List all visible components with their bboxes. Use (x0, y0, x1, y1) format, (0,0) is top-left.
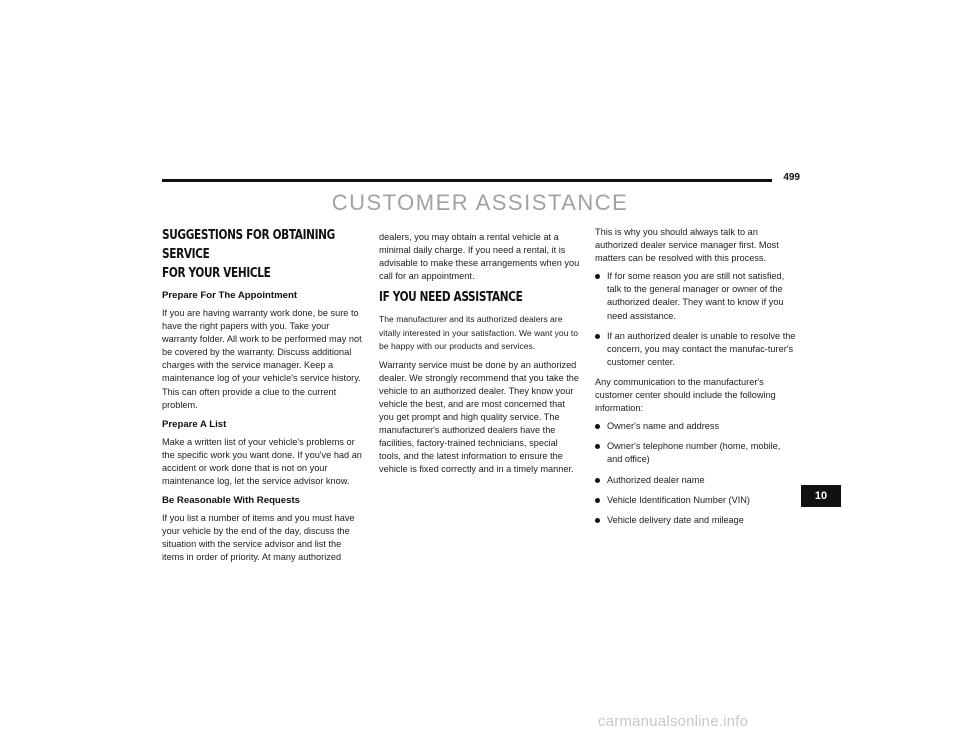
section-heading-service (162, 226, 368, 283)
paragraph-prepare-list: Make a written list of your vehicle's problems or the specific work you want done. If you've had an accident or work done that is not on your maintenance log, let the service advisor know. (162, 436, 362, 487)
list-item: Vehicle delivery date and mileage (595, 514, 797, 527)
bullet-icon (595, 518, 600, 523)
list-item: Authorized dealer name (595, 474, 797, 487)
list-item: Owner's name and address (595, 420, 797, 433)
column-1 (162, 226, 364, 570)
bullet-icon (595, 498, 600, 503)
bullet-icon (595, 274, 600, 279)
paragraph-communication: Any communication to the manufacturer's customer center should include the following information: (595, 376, 776, 414)
section-heading-assistance: IF YOU NEED ASSISTANCE (379, 289, 523, 306)
subheading-reasonable-requests: Be Reasonable With Requests (162, 495, 300, 507)
section-heading-service-line1: SUGGESTIONS FOR OBTAINING SERVICE (162, 227, 335, 262)
bullet-icon (595, 424, 600, 429)
section-heading-service-line2: FOR YOUR VEHICLE (162, 265, 271, 281)
bullet-icon (595, 444, 600, 449)
paragraph-satisfaction: The manufacturer and its authorized dealers are vitally interested in your satisfaction. We want you to be happy with our products and services. (379, 314, 579, 352)
bullet-icon (595, 478, 600, 483)
column-2 (379, 231, 581, 481)
chapter-title: CUSTOMER ASSISTANCE (331, 190, 629, 215)
watermark: carmanualsonline.info (598, 713, 749, 730)
list-item: If for some reason you are still not satisfied, talk to the general manager or owner of the authorized dealer. They want to know if you need assistance. (595, 270, 797, 322)
paragraph-rental: dealers, you may obtain a rental vehicle at a minimal daily charge. If you need a rental, it is advisable to make these arrangements when you call for an appointment. (379, 232, 580, 282)
bullet-icon (595, 334, 600, 339)
paragraph-talk-to-manager: This is why you should always talk to an authorized dealer service manager first. Most matters can be resolved with this process. (595, 227, 779, 264)
list-item: If an authorized dealer is unable to resolve the concern, you may contact the manufac-turer's customer center. (595, 330, 797, 369)
subheading-prepare-appointment: Prepare For The Appointment (162, 290, 298, 301)
paragraph-warranty-service: Warranty service must be done by an authorized dealer. We strongly recommend that you take the vehicle to an authorized dealer. They know your vehicle the best, and are most concerned that you get prompt and high quality service. The manufacturer's authorized dealers have the facilities, factory-trained technicians, special tools, and the latest information to ensure the vehicle is fixed correctly and in a timely manner. (379, 359, 580, 475)
paragraph-reasonable-requests: If you list a number of items and you must have your vehicle by the end of the day, discuss the situation with the service advisor and list the items in order of priority. At many authorized (162, 513, 355, 563)
header-rule (162, 179, 772, 182)
information-list (595, 420, 797, 527)
paragraph-prepare-appointment: If you are having warranty work done, be sure to have the right papers with you. Take your warranty folder. All work to be performed may not be covered by the warranty. Discuss additional charges with the service manager. Keep a maintenance log of your vehicle's service history. This can often provide a clue to the current problem. (162, 308, 362, 410)
chapter-tab: 10 (801, 485, 841, 507)
column-3 (595, 226, 797, 534)
escalation-list (595, 270, 797, 369)
list-item: Owner's telephone number (home, mobile, and office) (595, 440, 797, 466)
list-item: Vehicle Identification Number (VIN) (595, 494, 797, 507)
subheading-prepare-list: Prepare A List (162, 418, 227, 430)
page-number: 499 (783, 172, 800, 183)
